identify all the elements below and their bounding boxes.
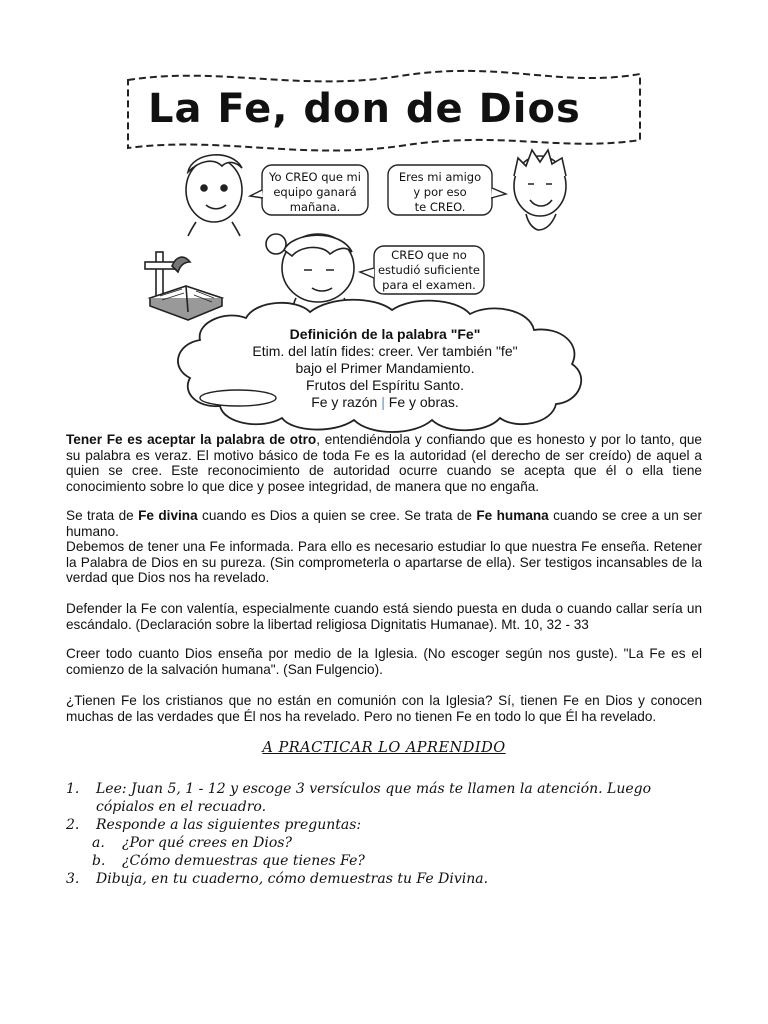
bubble-right-line: te CREO. (414, 200, 466, 214)
link-fe-obras[interactable]: Fe y obras. (388, 394, 459, 410)
fe-humana-bold: Fe humana (476, 508, 549, 523)
page-title: La Fe, don de Dios (148, 86, 581, 132)
bubble-middle-line: estudió suficiente (377, 263, 481, 277)
practice-item-text: Dibuja, en tu cuaderno, cómo demuestras tu Fe Divina. (96, 871, 489, 887)
paragraph-1 (66, 432, 702, 494)
link-fe-razon[interactable]: Fe y razón (311, 394, 378, 410)
practice-item-number: 3. (66, 871, 80, 887)
definition-line: Etim. del latín fides: creer. Ver también "fe" (252, 343, 518, 359)
practice-item (66, 870, 706, 888)
practice-item-text: ¿Cómo demuestras que tienes Fe? (122, 853, 365, 869)
bubble-left-line: equipo ganará (273, 185, 357, 199)
link-separator: | (381, 394, 385, 410)
definition-link-frutos[interactable]: Frutos del Espíritu Santo. (306, 377, 464, 393)
practice-item-number: 1. (66, 781, 80, 797)
paragraph-2 (66, 508, 702, 586)
paragraph-2-text: cuando es Dios a quien se cree. Se trata de (197, 508, 477, 523)
definition-box (220, 326, 550, 411)
bubble-left-line: Yo CREO que mi (269, 170, 361, 184)
practice-item-text: Responde a las siguientes preguntas: (96, 817, 362, 833)
practice-item-number: b. (92, 853, 106, 869)
definition-links-row (220, 394, 550, 411)
paragraph-3: Debemos de tener una Fe informada. Para ello es necesario estudiar lo que nuestra Fe enseña. Retener la Palabra de Dios en su pureza. (Sin comprometerla o apartarse de ella). Ser testigos incansables de la verdad que Dios nos ha revelado. (66, 539, 702, 586)
fe-divina-bold: Fe divina (138, 508, 198, 523)
bubble-middle-text (374, 248, 484, 293)
bubble-right-text (388, 170, 492, 215)
boy-right-drawing (514, 150, 566, 230)
bubble-right-line: Eres mi amigo (398, 170, 482, 184)
practice-item-number: a. (92, 835, 105, 851)
practice-item-text: Lee: Juan 5, 1 - 12 y escoge 3 versículos que más te llamen la atención. Luego cópialos en el recuadro. (96, 781, 652, 815)
practice-item (66, 780, 706, 816)
practice-item (66, 816, 706, 834)
paragraph-1-text: , entendiéndola y confiando que es honesto y por lo tanto, que su palabra es veraz. El motivo básico de toda Fe es la autoridad (el derecho de ser creído) de aquel a quien se cree. Este reconocimiento de autoridad ocurre cuando se acepta que él o ella tiene conocimiento sobre lo que dice y posee integridad, de manera que no engaña. (66, 432, 702, 494)
definition-heading: Definición de la palabra "Fe" (289, 326, 481, 342)
practice-list (66, 780, 706, 888)
cross-and-bible-drawing (145, 252, 222, 320)
definition-line: bajo el Primer Mandamiento. (295, 360, 475, 376)
paragraph-2-text: Se trata de (66, 508, 139, 523)
practice-subitem (66, 834, 706, 852)
bubble-left-line: mañana. (289, 200, 341, 214)
bubble-right-line: y por eso (413, 185, 467, 199)
paragraph-6: ¿Tienen Fe los cristianos que no están en comunión con la Iglesia? Sí, tienen Fe en Dios y conocen muchas de las verdades que Él nos ha revelado. Pero no tienen Fe en todo lo que Él ha revelado. (66, 693, 702, 724)
paragraph-5: Creer todo cuanto Dios enseña por medio de la Iglesia. (No escoger según nos guste). "La Fe es el comienzo de la salvación humana". (San Fulgencio). (66, 646, 702, 677)
bubble-left-text (262, 170, 368, 215)
bubble-middle-line: CREO que no (391, 248, 467, 262)
practice-title: A PRACTICAR LO APRENDIDO (262, 740, 506, 756)
practice-item-number: 2. (66, 817, 80, 833)
paragraph-1-bold: Tener Fe es aceptar la palabra de otro (66, 432, 317, 447)
bubble-middle-line: para el examen. (382, 278, 476, 292)
practice-subitem (66, 852, 706, 870)
practice-item-text: ¿Por qué crees en Dios? (122, 835, 292, 851)
paragraph-2-text: cuando se cree a un ser humano. (66, 508, 703, 539)
boy-left-drawing (186, 155, 242, 236)
paragraph-4: Defender la Fe con valentía, especialmente cuando está siendo puesta en duda o cuando callar sería un escándalo. (Declaración sobre la libertad religiosa Dignitatis Humanae). Mt. 10, 32 - 33 (66, 601, 702, 632)
